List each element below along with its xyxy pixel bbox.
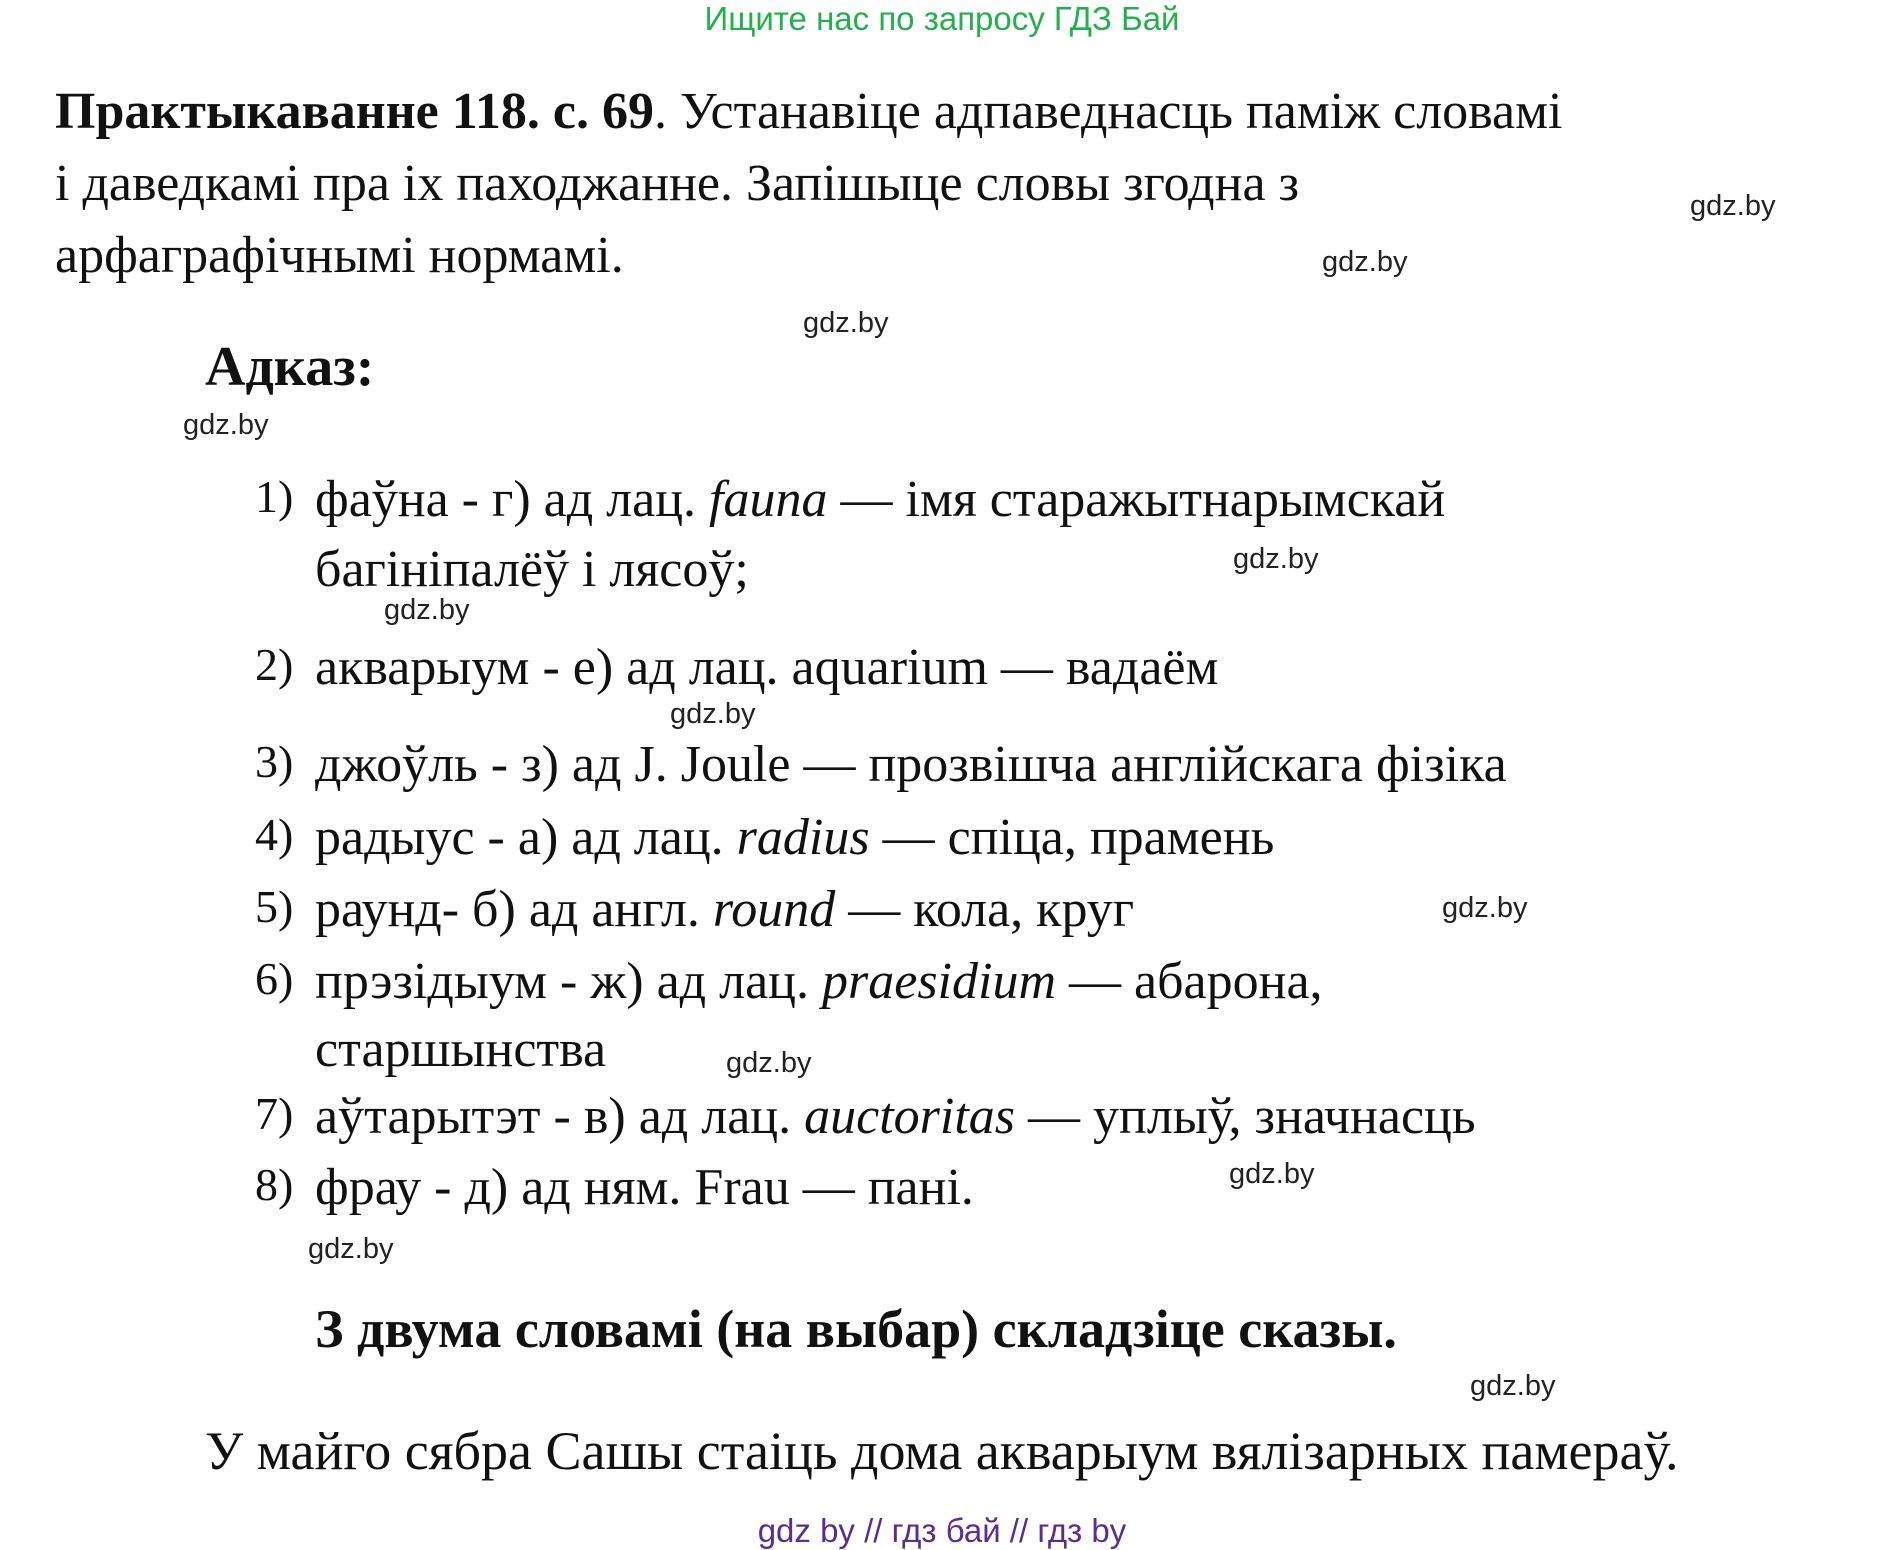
task-line-2: і даведкамі пра іх паходжанне. Запішыце словы згодна з [55,155,1300,212]
item-word: auctoritas [804,1088,1016,1145]
list-item [0,1087,1884,1157]
item-continuation: багініпалёў і лясоў; [315,541,749,598]
item-number: 6) [255,953,294,1004]
task-2-heading: З двума словамі (на выбар) складзіце сказы. [315,1299,1397,1359]
item-text: акварыум - е) ад лац. aquarium — вадаём [315,639,1219,696]
item-text: фаўна - г) ад лац. fauna — імя старажытнарымскай [315,471,1446,528]
list-item [0,1158,1884,1228]
watermark: gdz.by [1470,1370,1556,1402]
watermark: gdz.by [308,1233,394,1265]
example-sentence: У майго сябра Сашы стаіць дома акварыум вялізарных памераў. [205,1421,1679,1481]
item-text: фрау - д) ад ням. Frau — пані. [315,1159,974,1216]
watermark: gdz.by [803,307,889,339]
list-item [0,638,1884,708]
watermark: gdz.by [1690,190,1776,222]
item-text: аўтарытэт - в) ад лац. auctoritas — уплыў, значнасць [315,1088,1476,1145]
item-number: 3) [255,736,294,787]
watermark: gdz.by [384,594,470,626]
task-text [55,76,1845,292]
watermark: gdz.by [670,698,756,730]
item-number: 1) [255,471,294,522]
item-word: fauna [709,471,828,528]
watermark: gdz.by [1322,246,1408,278]
item-word: radius [736,809,870,866]
answer-heading: Адказ: [205,336,375,398]
footer-links[interactable]: gdz by // гдз бай // гдз by [757,1512,1127,1549]
task-line-3: арфаграфічнымі нормамі. [55,227,624,284]
item-number: 4) [255,809,294,860]
watermark: gdz.by [1233,543,1319,575]
item-number: 2) [255,639,294,690]
list-item [0,808,1884,878]
list-item [0,470,1884,540]
watermark: gdz.by [726,1047,812,1079]
item-text: раунд- б) ад англ. round — кола, круг [315,881,1135,938]
task-line-1: Устанавіце адпаведнасць паміж словамі [679,83,1563,140]
item-text: радыус - а) ад лац. radius — спіца, прамень [315,809,1275,866]
list-item [0,952,1884,1022]
list-item [0,880,1884,950]
top-banner[interactable]: Ищите нас по запросу ГДЗ Бай [704,0,1180,37]
item-word: praesidium [822,953,1056,1010]
item-text: прэзідыум - ж) ад лац. praesidium — абарона, [315,953,1323,1010]
item-number: 8) [255,1159,294,1210]
list-item [0,735,1884,805]
item-continuation: старшынства [315,1021,607,1078]
task-label: Практыкаванне 118. с. 69 [55,83,654,140]
item-number: 5) [255,881,294,932]
watermark: gdz.by [1442,892,1528,924]
watermark: gdz.by [183,409,269,441]
item-number: 7) [255,1088,294,1139]
task-label-dot: . [653,83,667,140]
watermark: gdz.by [1229,1158,1315,1190]
item-text: джоўль - з) ад J. Joule — прозвішча англійскага фізіка [315,736,1507,793]
item-word: round [712,881,836,938]
